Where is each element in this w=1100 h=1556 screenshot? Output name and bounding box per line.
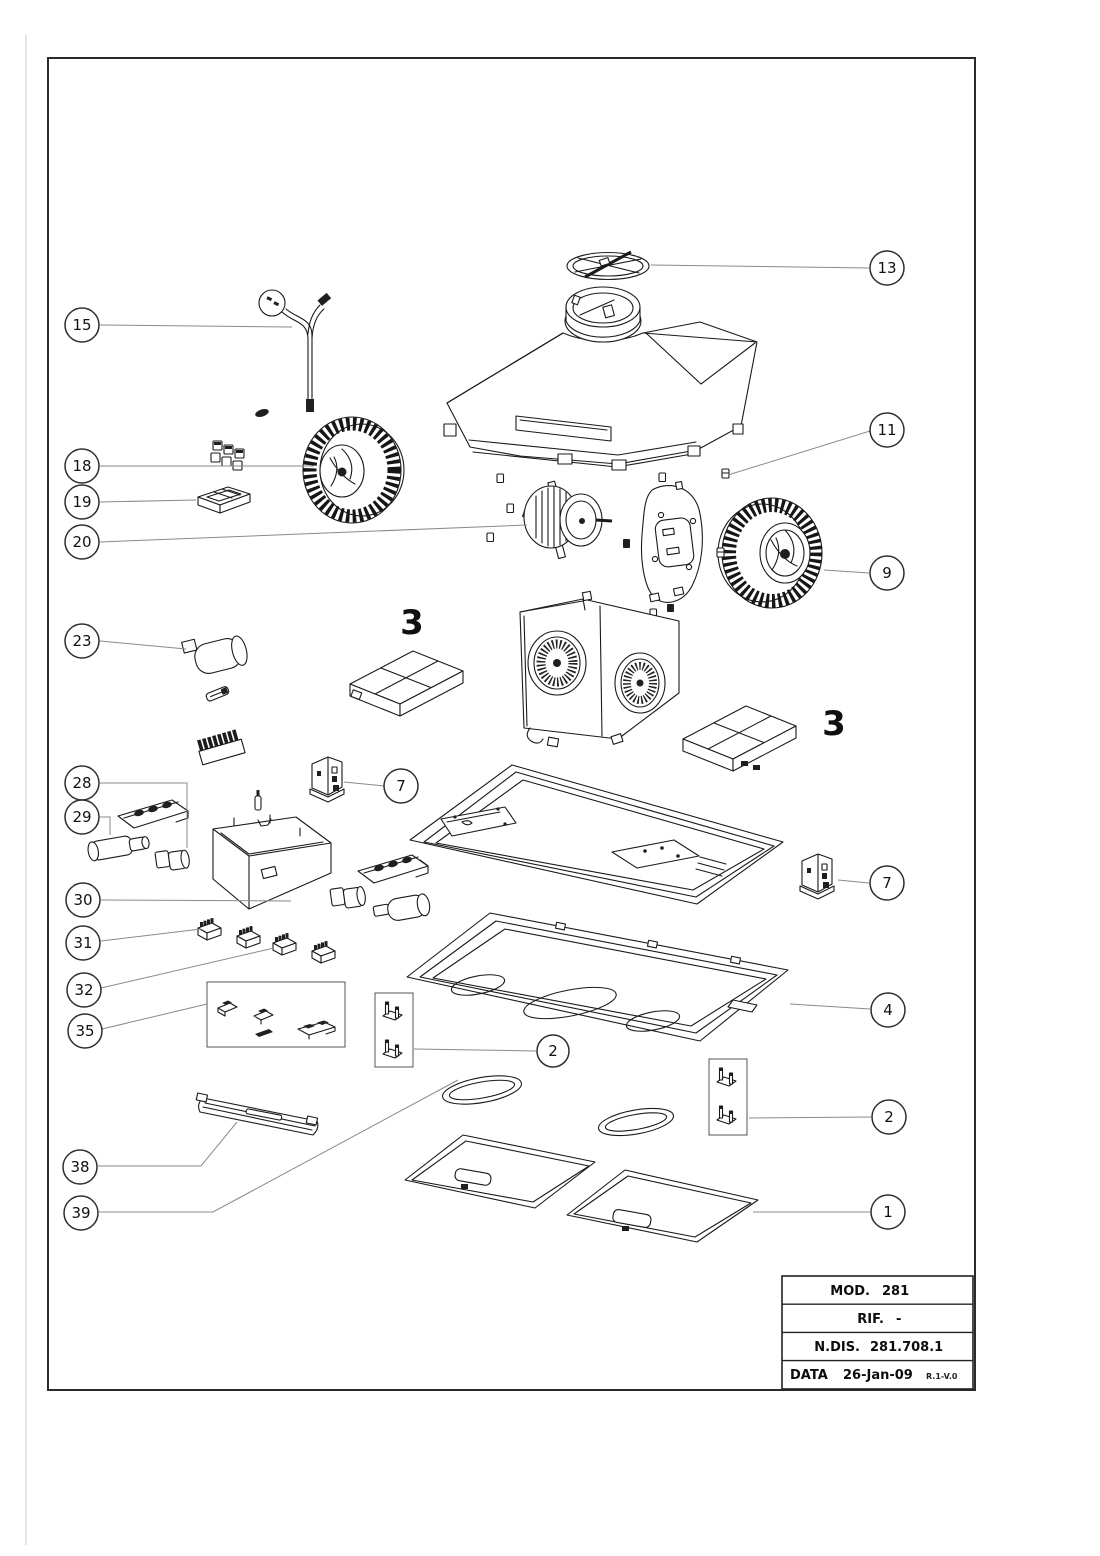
svg-text:2: 2 bbox=[548, 1042, 558, 1060]
svg-text:30: 30 bbox=[73, 891, 93, 909]
callout-7-mid bbox=[384, 769, 418, 803]
callout-1 bbox=[871, 1195, 905, 1229]
svg-text:31: 31 bbox=[73, 934, 93, 952]
callout-20 bbox=[65, 525, 99, 559]
title-ndis-value: 281.708.1 bbox=[870, 1340, 944, 1355]
callout-35 bbox=[68, 1014, 102, 1048]
svg-text:32: 32 bbox=[74, 981, 94, 999]
svg-text:1: 1 bbox=[883, 1203, 893, 1221]
svg-text:4: 4 bbox=[883, 1001, 893, 1019]
quantity-label-right: 3 bbox=[822, 704, 846, 744]
title-data-value: 26-Jan-09 bbox=[843, 1368, 913, 1383]
title-ndis-label: N.DIS. bbox=[814, 1340, 860, 1355]
svg-text:18: 18 bbox=[72, 457, 92, 475]
svg-text:28: 28 bbox=[72, 774, 92, 792]
callout-32 bbox=[67, 973, 101, 1007]
title-rif-label: RIF. bbox=[857, 1312, 884, 1327]
damper-flap bbox=[567, 252, 649, 280]
quantity-label-left: 3 bbox=[400, 603, 424, 643]
callout-39 bbox=[64, 1196, 98, 1230]
callout-11 bbox=[870, 413, 904, 447]
callout-19 bbox=[65, 485, 99, 519]
svg-text:38: 38 bbox=[70, 1158, 90, 1176]
callout-31 bbox=[66, 926, 100, 960]
svg-text:39: 39 bbox=[71, 1204, 91, 1222]
svg-text:15: 15 bbox=[72, 316, 92, 334]
callout-23 bbox=[65, 624, 99, 658]
callout-2-right bbox=[872, 1100, 906, 1134]
title-rif-value: - bbox=[896, 1312, 902, 1327]
title-mod-label: MOD. bbox=[830, 1284, 870, 1299]
callout-7-right bbox=[870, 866, 904, 900]
svg-text:7: 7 bbox=[882, 874, 892, 892]
svg-text:9: 9 bbox=[882, 564, 892, 582]
callout-9 bbox=[870, 556, 904, 590]
motor-mounting-plate bbox=[642, 482, 703, 603]
svg-text:23: 23 bbox=[72, 632, 92, 650]
svg-text:7: 7 bbox=[396, 777, 406, 795]
callout-13 bbox=[870, 251, 904, 285]
title-revision: R.1-V.0 bbox=[926, 1372, 958, 1381]
svg-text:35: 35 bbox=[75, 1022, 95, 1040]
svg-text:29: 29 bbox=[72, 808, 92, 826]
callout-28 bbox=[65, 766, 99, 800]
callout-38 bbox=[63, 1150, 97, 1184]
callout-18 bbox=[65, 449, 99, 483]
callout-29 bbox=[65, 800, 99, 834]
title-mod-value: 281 bbox=[882, 1284, 910, 1299]
callout-4 bbox=[871, 993, 905, 1027]
svg-text:13: 13 bbox=[877, 259, 897, 277]
callout-15 bbox=[65, 308, 99, 342]
svg-text:19: 19 bbox=[72, 493, 92, 511]
title-data-label: DATA bbox=[790, 1368, 828, 1383]
svg-text:20: 20 bbox=[72, 533, 92, 551]
callout-2-mid bbox=[537, 1035, 569, 1067]
duct-collar bbox=[565, 287, 641, 342]
title-block bbox=[782, 1276, 973, 1389]
svg-text:11: 11 bbox=[877, 421, 897, 439]
callout-30 bbox=[66, 883, 100, 917]
svg-text:2: 2 bbox=[884, 1108, 894, 1126]
